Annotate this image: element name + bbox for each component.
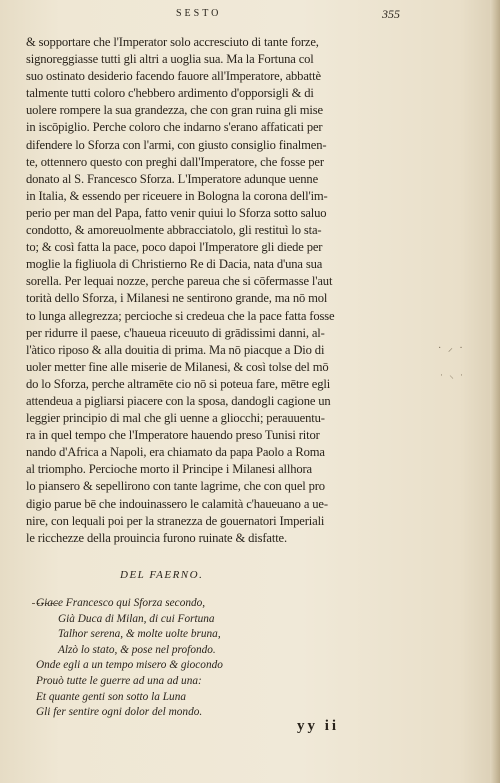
text-line: per ridurre il paese, c'haueua riceuuto di grādissimi danni, al- [26,325,325,340]
verse-line: Già Duca di Milan, di cui Fortuna [58,612,215,625]
margin-smudge: · ⸝ · [438,343,465,354]
text-line: attendeua a pigliarsi piacere con la sposa, dandogli cagione un [26,393,331,408]
page-number: 355 [382,7,400,21]
verse-line: Giace Francesco qui Sforza secondo, [36,597,206,609]
running-head-title: SESTO [176,8,222,19]
text-line: in Italia, & essendo per riceuere in Bologna la corona dell'im- [26,188,328,203]
text-line: al triompho. Percioche morto il Principe i Milanesi allhora [26,462,312,477]
text-line: lo piansero & sepellirono con tante lagrime, che con quel pro [26,479,325,494]
text-line: to; & così fatta la pace, poco dapoi l'Imperatore gli diede per [26,240,323,255]
text-line: & sopportare che l'Imperator solo accresciuto di tante forze, [26,35,319,49]
text-line: te, ottennero questo con preghi dall'Imperatore, che fosse per [26,154,324,169]
section-heading: DEL FAERNO. [120,569,204,581]
text-line: to lunga allegrezza; percioche si credeua che la pace fatta fosse [26,308,335,323]
text-line: perio per man del Papa, fatto venir quiui lo Sforza sotto saluo [26,205,327,220]
text-line: signoreggiasse tutti gli altri a uoglia sua. Ma la Fortuna col [26,52,314,67]
text-line: uoler metter fine alle miserie de Milanesi, & così tolse del mō [26,359,329,374]
text-line: sorella. Per lequai nozze, perche pareua che si cōfermasse l'aut [26,274,333,289]
verse-line: Gli fer sentire ogni dolor del mondo. [36,706,203,719]
text-line: digio parue bē che indouinassero le calamità c'haueuano a ue- [26,496,328,511]
text-line: moglie la figliuola di Christierno Re di Dacia, nata d'una sua [26,257,323,272]
text-line: condotto, & amoreuolmente abbracciatolo, gli restituì lo sta- [26,223,322,238]
signature-mark: yy ii [297,718,340,734]
text-line: ra in quel tempo che l'Imperatore hauendo preso Tunisi ritor [26,428,320,443]
text-line: in iscōpiglio. Perche coloro che indarno s'erano affaticati per [26,120,323,135]
margin-smudge: · ⸜ · [440,370,465,380]
epitaph-verse [36,596,366,721]
text-line: uolere rompere la sua grandezza, che con gran ruina gli mise [26,103,323,118]
prose-body [26,34,410,547]
verse-line: Alzò lo stato, & pose nel profondo. [58,643,216,656]
verse-line: Onde egli a un tempo misero & giocondo [36,659,223,672]
text-line: torità dello Sforza, i Milanesi ne sentirono grande, ma nō mol [26,291,328,306]
text-line: talmente tutti coloro c'hebbero ardimento d'opporsigli & di [26,86,314,101]
text-line: l'àtico riposo & alla douitia di prima. Ma nō piacque a Dio di [26,342,325,357]
text-line: do lo Sforza, perche altramēte cio nō si poteua fare, mētre egli [26,376,331,391]
page-edge [490,0,500,783]
text-line: difendere lo Sforza con l'armi, con giusto consiglio finalmen- [26,137,327,152]
text-line: nando d'Africa a Napoli, era chiamato da papa Paolo a Roma [26,445,325,460]
text-line: donato al S. Francesco Sforza. L'Imperatore adunque uenne [26,171,319,186]
verse-line: Prouò tutte le guerre ad una ad una: [36,674,202,687]
text-line: nire, con lequali poi per la stranezza de gouernatori Imperiali [26,513,325,528]
text-line: suo ostinato desiderio facendo fauore all'Imperatore, abbattè [26,69,321,84]
text-line: leggier principio di mal che gli uenne a gliocchi; perauuentu- [26,411,325,426]
verse-line: Talhor serena, & molte uolte bruna, [58,628,221,641]
verse-line: Et quante genti son sotto la Luna [36,690,186,703]
running-head [0,8,500,26]
text-line: le ricchezze della prouincia furono ruinate & disfatte. [26,530,287,545]
